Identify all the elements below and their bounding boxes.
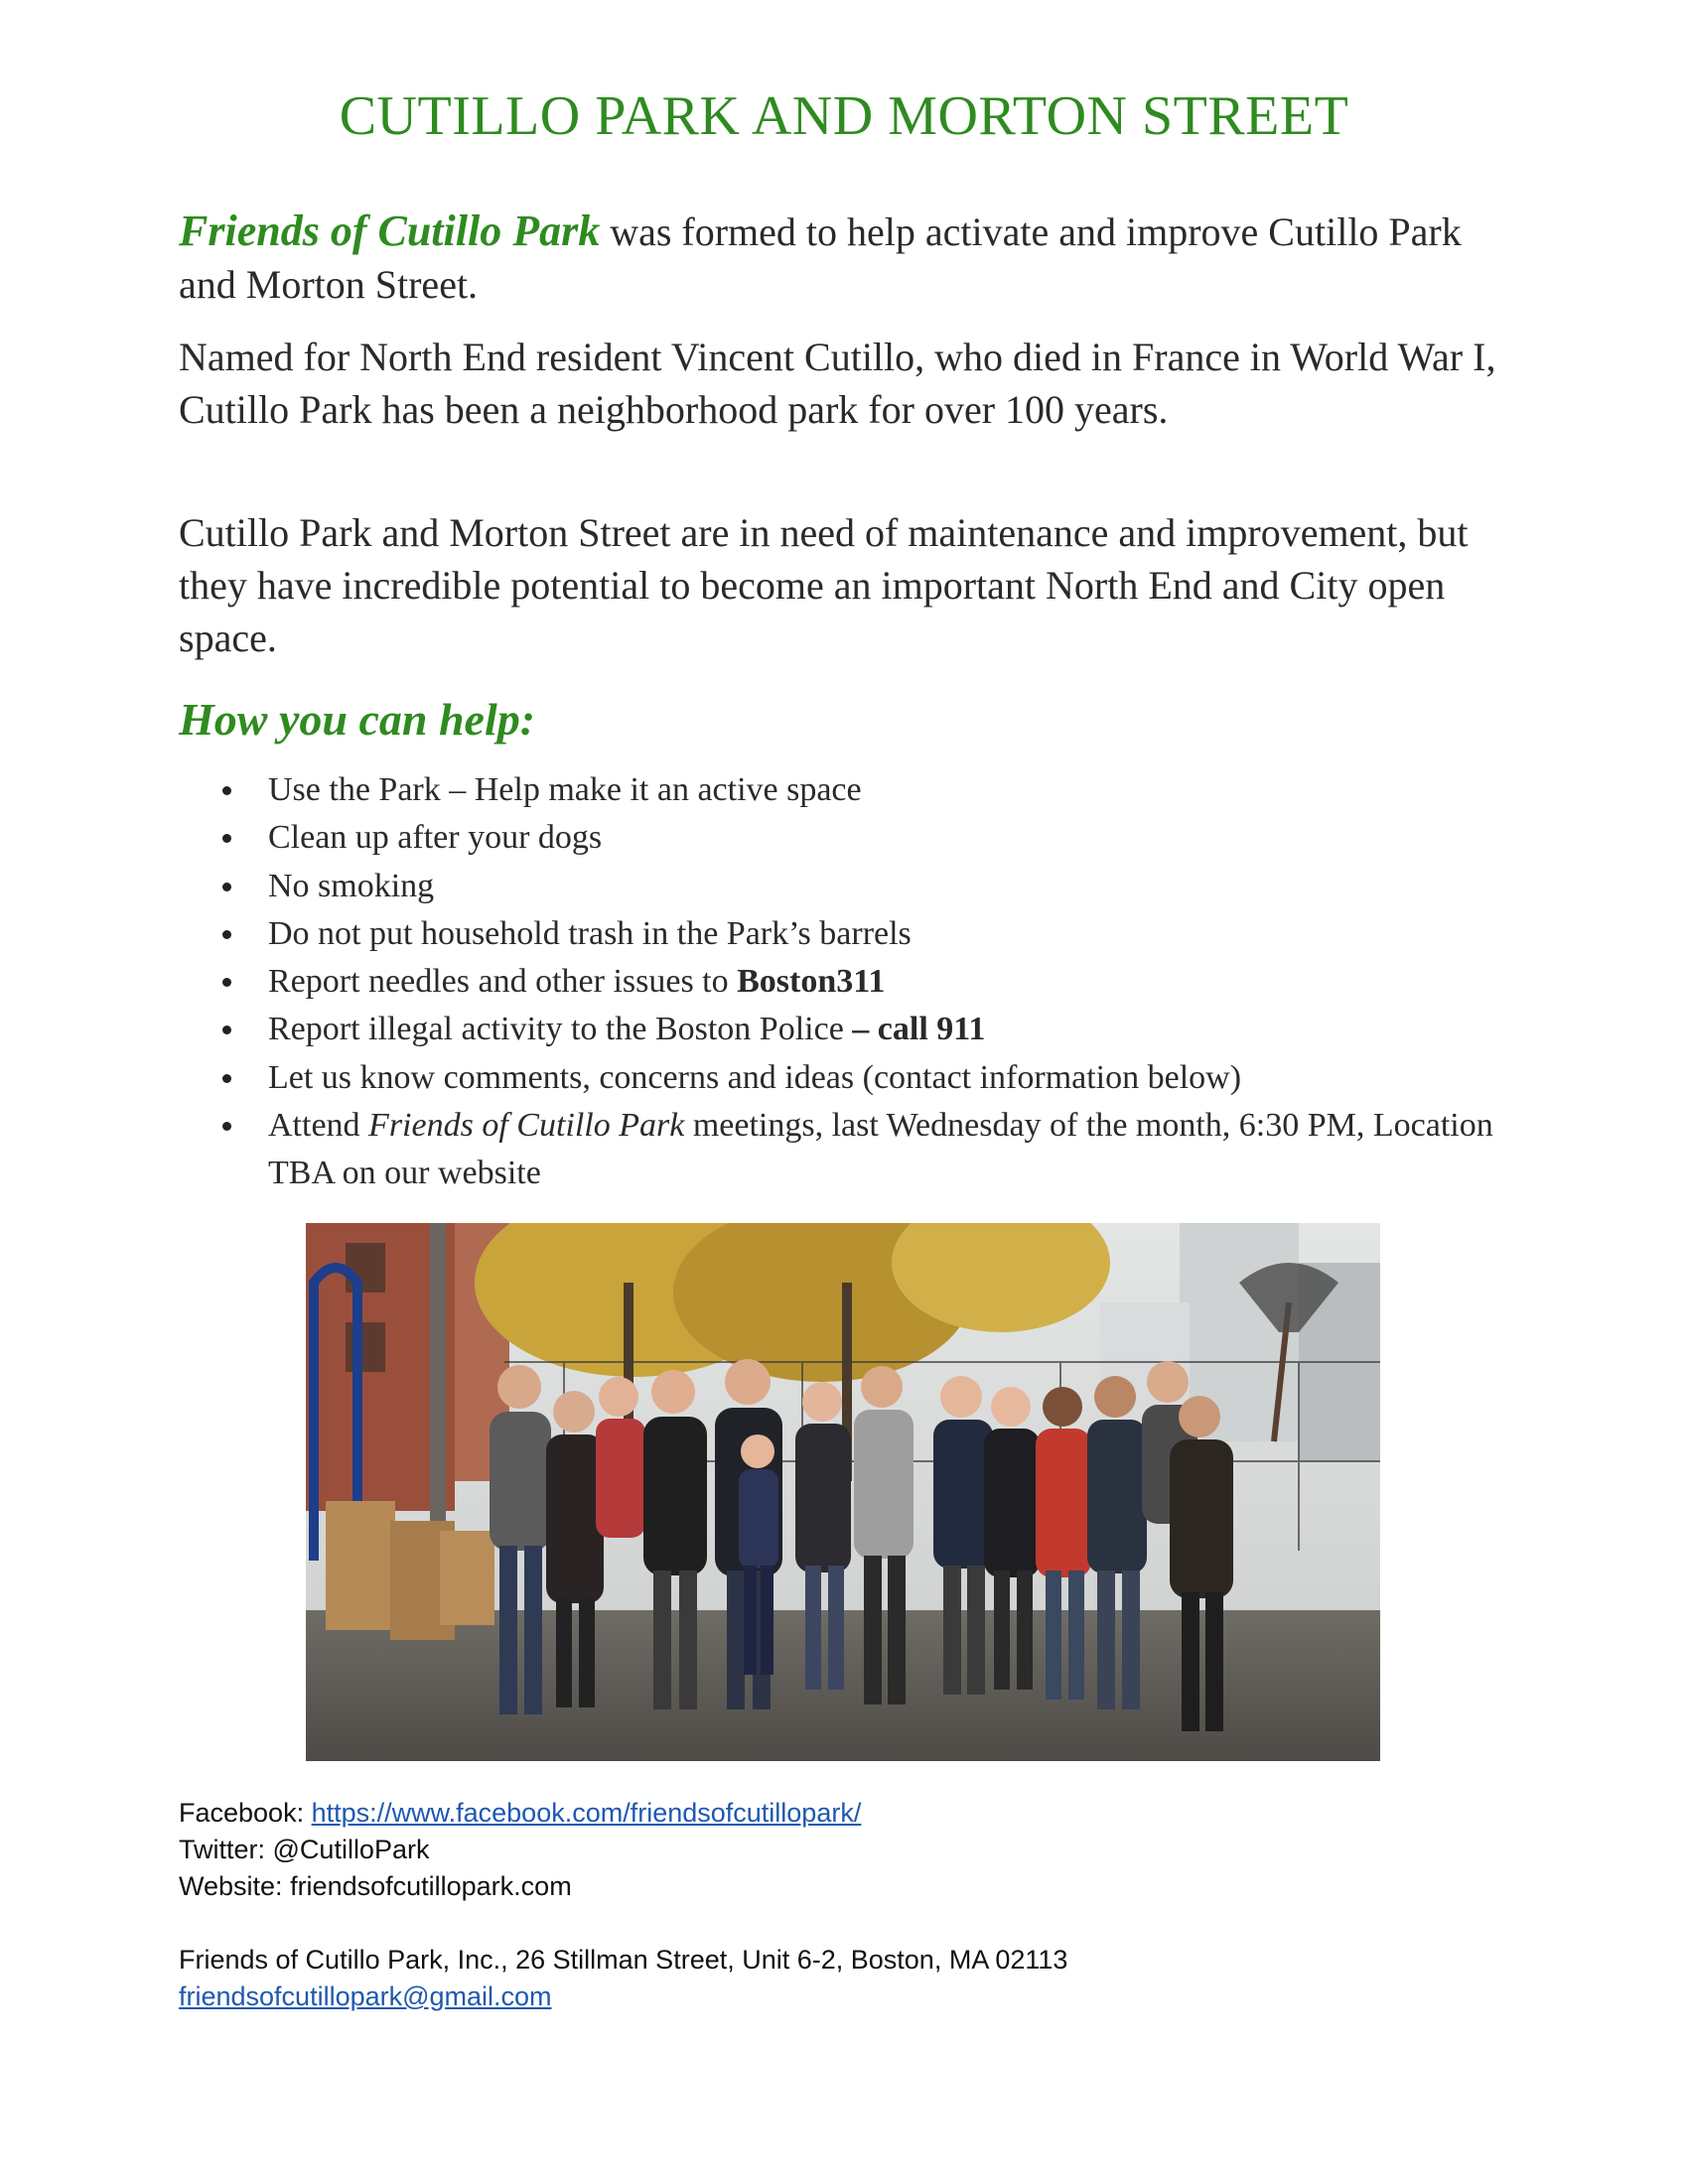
- police-text: Report illegal activity to the Boston Police: [268, 1011, 853, 1048]
- page-title: CUTILLO PARK AND MORTON STREET: [339, 85, 1349, 147]
- org-contact: [179, 1942, 1519, 2015]
- facebook-link[interactable]: https://www.facebook.com/friendsofcutillopark/: [311, 1798, 862, 1828]
- help-list: [179, 766, 1519, 1198]
- org-address: Friends of Cutillo Park, Inc., 26 Stillman Street, Unit 6-2, Boston, MA 02113: [179, 1945, 1068, 1975]
- facebook-label: Facebook:: [179, 1798, 312, 1828]
- email-link[interactable]: friendsofcutillopark@gmail.com: [179, 1981, 552, 2011]
- help-item-dogs: Clean up after your dogs: [179, 814, 1519, 862]
- attend-org-name: Friends of Cutillo Park: [368, 1107, 685, 1145]
- social-links: [179, 1795, 1519, 1905]
- intro-rest: was formed to help activate and improve Cutillo Park and Morton Street.: [179, 209, 1462, 307]
- website-text: friendsofcutillopark.com: [290, 1871, 572, 1901]
- help-item-comments: Let us know comments, concerns and ideas (contact information below): [179, 1054, 1519, 1102]
- website-label: Website:: [179, 1871, 291, 1901]
- twitter-label: Twitter:: [179, 1835, 273, 1864]
- group-photo: [306, 1223, 1380, 1761]
- help-item-use-park: Use the Park – Help make it an active space: [179, 766, 1519, 814]
- history-paragraph: Named for North End resident Vincent Cutillo, who died in France in World War I, Cutillo Park has been a neighborhood park for over 100 years.: [179, 335, 1496, 432]
- intro-lead: Friends of Cutillo Park: [179, 206, 601, 255]
- twitter-handle: @CutilloPark: [272, 1835, 430, 1864]
- needs-paragraph: Cutillo Park and Morton Street are in need of maintenance and improvement, but they have incredible potential to become an important North End and City open space.: [179, 510, 1469, 660]
- help-item-meetings: [179, 1102, 1519, 1198]
- intro-paragraph: [179, 205, 1519, 311]
- help-item-smoking: No smoking: [179, 863, 1519, 910]
- group-photo-icon: [306, 1223, 1380, 1761]
- help-item-needles: [179, 958, 1519, 1006]
- help-item-police: [179, 1006, 1519, 1053]
- attend-suffix: meetings, last Wednesday of the month, 6:30 PM, Location TBA on our website: [268, 1107, 1493, 1192]
- help-heading: How you can help:: [179, 694, 536, 745]
- call-911-text: – call 911: [852, 1011, 986, 1048]
- needles-text: Report needles and other issues to: [268, 963, 738, 1001]
- attend-prefix: Attend: [268, 1107, 369, 1145]
- boston311-text: Boston311: [737, 963, 886, 1001]
- help-item-trash: Do not put household trash in the Park’s barrels: [179, 910, 1519, 958]
